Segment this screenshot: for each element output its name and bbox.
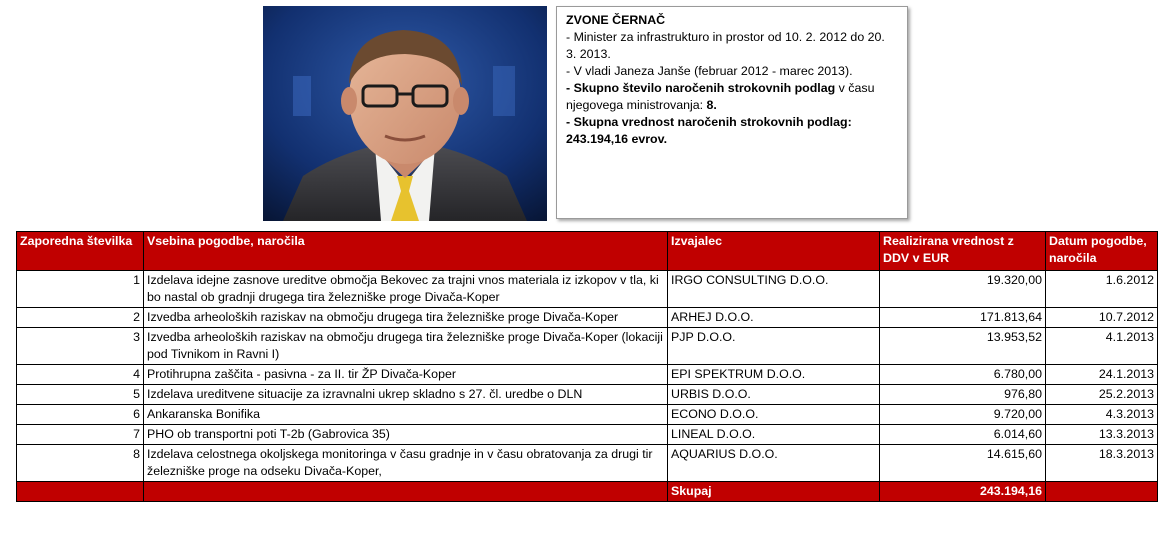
cell-date: 1.6.2012: [1046, 271, 1158, 308]
table-row: [17, 328, 1158, 365]
cell-num: 2: [17, 308, 144, 328]
cell-date: 4.1.2013: [1046, 328, 1158, 365]
total-empty-2: [144, 482, 668, 502]
cell-contractor: PJP D.O.O.: [668, 328, 880, 365]
minister-name: ZVONE ČERNAČ: [566, 13, 666, 27]
table-row: [17, 445, 1158, 482]
cell-content: Izvedba arheoloških raziskav na območju drugega tira železniške proge Divača-Koper (lokaciji pod Tivnikom in Ravni I): [144, 328, 668, 365]
cell-num: 1: [17, 271, 144, 308]
contracts-table: [16, 231, 1158, 502]
cell-date: 24.1.2013: [1046, 365, 1158, 385]
cell-contractor: ARHEJ D.O.O.: [668, 308, 880, 328]
portrait-photo: [263, 6, 547, 221]
cell-content: PHO ob transportni poti T-2b (Gabrovica 35): [144, 425, 668, 445]
cell-content: Izvedba arheoloških raziskav na območju drugega tira železniške proge Divača-Koper: [144, 308, 668, 328]
cell-contractor: AQUARIUS D.O.O.: [668, 445, 880, 482]
cell-contractor: ECONO D.O.O.: [668, 405, 880, 425]
cell-contractor: LINEAL D.O.O.: [668, 425, 880, 445]
table-row: [17, 385, 1158, 405]
cell-date: 4.3.2013: [1046, 405, 1158, 425]
table-row: [17, 271, 1158, 308]
header-contractor: Izvajalec: [668, 232, 880, 271]
portrait-image: [263, 6, 547, 221]
table-row: [17, 308, 1158, 328]
table-row: [17, 405, 1158, 425]
minister-contracts-value: - Skupna vrednost naročenih strokovnih podlag: 243.194,16 evrov.: [566, 115, 852, 146]
total-label: Skupaj: [668, 482, 880, 502]
cell-contractor: EPI SPEKTRUM D.O.O.: [668, 365, 880, 385]
cell-num: 5: [17, 385, 144, 405]
cell-content: Ankaranska Bonifika: [144, 405, 668, 425]
header-num: Zaporedna številka: [17, 232, 144, 271]
table-header-row: [17, 232, 1158, 271]
cell-date: 10.7.2012: [1046, 308, 1158, 328]
cell-value: 9.720,00: [880, 405, 1046, 425]
minister-info-card: [556, 6, 908, 219]
total-value: 243.194,16: [880, 482, 1046, 502]
minister-government: - V vladi Janeza Janše (februar 2012 - marec 2013).: [566, 64, 853, 78]
cell-content: Protihrupna zaščita - pasivna - za II. tir ŽP Divača-Koper: [144, 365, 668, 385]
table-row: [17, 365, 1158, 385]
cell-contractor: IRGO CONSULTING D.O.O.: [668, 271, 880, 308]
cell-num: 6: [17, 405, 144, 425]
cell-value: 14.615,60: [880, 445, 1046, 482]
cell-content: Izdelava idejne zasnove ureditve območja Bekovec za trajni vnos materiala iz izkopov v tla, ki bo nastal ob gradnji drugega tira železniške proge Divača-Koper: [144, 271, 668, 308]
cell-date: 18.3.2013: [1046, 445, 1158, 482]
header-value: Realizirana vrednost z DDV v EUR: [880, 232, 1046, 271]
header-date: Datum pogodbe, naročila: [1046, 232, 1158, 271]
cell-value: 13.953,52: [880, 328, 1046, 365]
cell-contractor: URBIS D.O.O.: [668, 385, 880, 405]
cell-date: 13.3.2013: [1046, 425, 1158, 445]
cell-value: 6.014,60: [880, 425, 1046, 445]
minister-contracts-count: - Skupno število naročenih strokovnih podlag v času njegovega ministrovanja: 8.: [566, 81, 875, 112]
cell-num: 3: [17, 328, 144, 365]
total-empty-1: [17, 482, 144, 502]
cell-num: 8: [17, 445, 144, 482]
total-row: [17, 482, 1158, 502]
total-empty-3: [1046, 482, 1158, 502]
cell-num: 4: [17, 365, 144, 385]
header-content: Vsebina pogodbe, naročila: [144, 232, 668, 271]
minister-term: - Minister za infrastrukturo in prostor od 10. 2. 2012 do 20. 3. 2013.: [566, 30, 885, 61]
cell-date: 25.2.2013: [1046, 385, 1158, 405]
cell-content: Izdelava celostnega okoljskega monitoringa v času gradnje in v času obratovanja za drugi tir železniške proge na odseku Divača-Koper,: [144, 445, 668, 482]
cell-value: 6.780,00: [880, 365, 1046, 385]
cell-value: 976,80: [880, 385, 1046, 405]
cell-num: 7: [17, 425, 144, 445]
cell-value: 19.320,00: [880, 271, 1046, 308]
cell-value: 171.813,64: [880, 308, 1046, 328]
table-row: [17, 425, 1158, 445]
cell-content: Izdelava ureditvene situacije za izravnalni ukrep skladno s 27. čl. uredbe o DLN: [144, 385, 668, 405]
